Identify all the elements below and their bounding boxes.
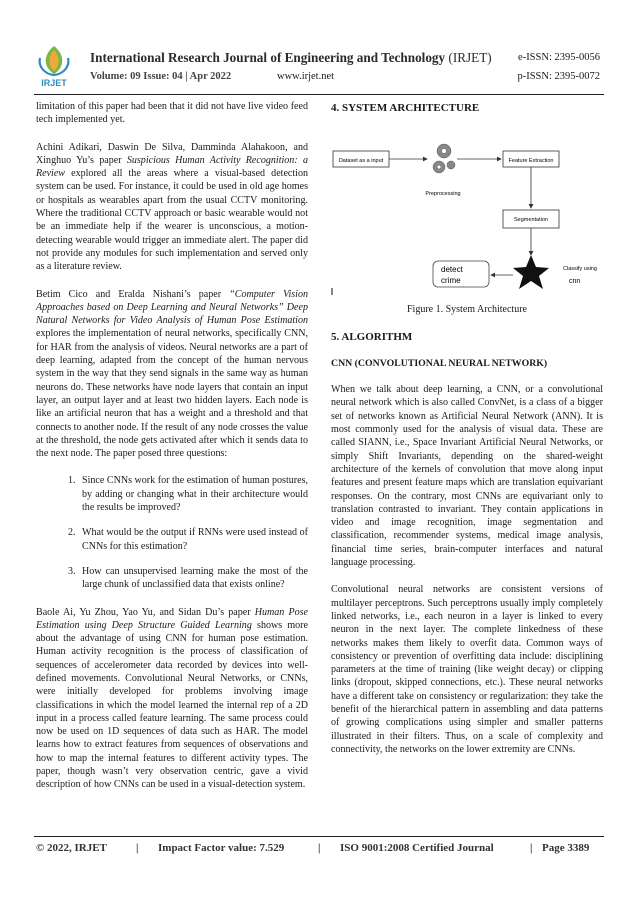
paragraph: Achini Adikari, Daswin De Silva, Damminda Alahakoon, and Xinghuo Yu’s paper Suspicious Human Activity Recognition: a Review explored all the areas where a visual-based detection system can be used. For instance, it could be used in old age homes or hospitals as wearables apart from the usual CCTV monitoring. Where the traditional CCTV approach or basic wearable would not be an immediate help if the wearer is unconscious, a motion-detecting wearable would trigger an immediate alert. The paper did not provide any modules for such implementation and served only as a literature review. bbox=[36, 141, 308, 273]
impact-factor: Impact Factor value: 7.529 bbox=[158, 842, 285, 854]
journal-website: www.irjet.net bbox=[277, 71, 335, 82]
paper-title: “Computer Vision Approaches based on Deep Learning and Neural Networks” Deep Natural Networks for Video Analysis of Human Pose Estimation bbox=[36, 288, 309, 327]
paragraph: Baole Ai, Yu Zhou, Yao Yu, and Sidan Du’s paper Human Pose Estimation using Deep Structure Guided Learning shows more about the advantage of using CNN for human pose estimation. Human activity recognition is the process of classification of sequences of accelerometer data recorded by devices into well-defined movements. Convolutional Neural Networks, or CNNs, were initially developed for problems involving image classifications in which the model learned the internal rep of a 2D input in a process called feature learning. The same process could now be used on 1D sequences of data such as HAR. The model learns how to extract features from sequences of observations and how to map the internal features to different activity types. The paper, though wasn’t very observation centric, gave a vivid description of how CNNs can be used in a visual-detection system. bbox=[36, 606, 308, 791]
paragraph: Convolutional neural networks are consistent versions of multilayer perceptrons. Such perceptrons usually imply completely linked networks, i.e., each neuron in a layer is linked to every neuron in the next layer. The complete linkedness of these networks makes them likely to overfit data. Common ways of consistency or prevention of overfitting data include: disciplining parameters at the time of training (like weight decay) or clipping links (dropout, skipped connections, etc.). These neural networks have a different take on consistency or regularization: they take the benefit of the hierarchical pattern in assembling and data patterns of growing complications using simpler and smaller patterns illustrated in their filters. Thus, on a scale of complexity and connectivity, the networks on the lower extremity are CNNs. bbox=[331, 584, 603, 755]
paper-title: Human Pose Estimation using Deep Structure Guided Learning bbox=[36, 606, 308, 631]
subsection-heading: CNN (CONVOLUTIONAL NEURAL NETWORK) bbox=[331, 357, 548, 369]
footer-separator: | bbox=[318, 842, 321, 854]
irjet-logo-icon bbox=[34, 44, 74, 88]
gear-icon bbox=[433, 144, 455, 173]
feature-extraction-label: Feature Extraction bbox=[508, 158, 554, 165]
figure-caption: Figure 1. System Architecture bbox=[407, 304, 527, 316]
list-item: 3. How can unsupervised learning make the most of the large chunk of unclassified data that exists online? bbox=[78, 565, 308, 592]
journal-title: International Research Journal of Engineering and Technology (IRJET) bbox=[90, 50, 492, 65]
paragraph: Betim Cico and Eralda Nishani’s paper “Computer Vision Approaches based on Deep Learning and Neural Networks” Deep Natural Networks for Video Analysis of Human Pose Estimation explores the implementation of neural networks, specifically CNN, for HAR from the analysis of videos. Neural networks are a part of deep learning, adapted from the concept of the human nervous system in the way that they send signals in the same way as human neurons do. These networks have node layers that contain an input layer, an output layer and at least two hidden layers. Each node is like an artificial neuron that has a weight and a threshold and that connects to another node. If the result of any node crosses the value at the threshold, the node gets activated after which it sends data to the next node. The paper posed three questions: bbox=[36, 288, 309, 460]
question-list bbox=[36, 474, 308, 591]
list-item: 2. What would be the output if RNNs were used instead of CNNs for this estimation? bbox=[78, 526, 308, 553]
svg-text:IRJET: IRJET bbox=[41, 78, 67, 88]
segmentation-label: Segmentation bbox=[514, 217, 548, 224]
section-heading: 5. ALGORITHM bbox=[331, 330, 413, 343]
detect-label: detect bbox=[441, 265, 463, 275]
paragraph: limitation of this paper had been that it did not have live video feed tech implemented yet. bbox=[36, 101, 308, 126]
paragraph: When we talk about deep learning, a CNN, or a convolutional neural network which is also called ConvNet, is a class of a bigger set of networks known as Artificial Neural Network (ANN). It is most commonly used for the analysis of visual data. These are called SIANN, i.e., Space Invariant Artificial Neural Networks, or simply Shift Invariants, depending on the shared-weight architecture of the kernels of convolution that move along input features and present feature maps which are translation equivariant responses. On the contrary, most CNNs are equivariant only to translation contrasted to invariant. They contain applications in video and image recognition, image segmentation and classification, recommender systems, medical image analysis, financial time series, brain-computer interfaces and natural language processing. bbox=[331, 384, 603, 569]
page-number: Page 3389 bbox=[542, 842, 590, 854]
classify-label: Classify using bbox=[563, 266, 597, 273]
journal-header bbox=[34, 42, 604, 92]
crime-label: crime bbox=[441, 276, 461, 286]
header-divider bbox=[34, 94, 604, 95]
iso-certification: ISO 9001:2008 Certified Journal bbox=[340, 842, 494, 854]
footer-separator: | bbox=[136, 842, 139, 854]
list-item: 1. Since CNNs work for the estimation of human postures, by adding or changing what in their architecture would the results be improved? bbox=[78, 474, 308, 514]
footer-divider bbox=[34, 836, 604, 837]
system-architecture-diagram bbox=[331, 123, 603, 299]
dataset-label: Dataset as a input bbox=[338, 158, 384, 165]
section-heading: 4. SYSTEM ARCHITECTURE bbox=[331, 102, 480, 114]
copyright: © 2022, IRJET bbox=[36, 842, 107, 854]
pissn: p-ISSN: 2395-0072 bbox=[517, 71, 600, 82]
classifier-star-icon bbox=[513, 255, 549, 289]
paper-title: Suspicious Human Activity Recognition: a Review bbox=[36, 154, 308, 180]
volume-issue: Volume: 09 Issue: 04 | Apr 2022 bbox=[90, 71, 232, 82]
cnn-label: cnn bbox=[569, 278, 581, 286]
right-column bbox=[331, 100, 603, 770]
preprocessing-label: Preprocessing bbox=[425, 191, 461, 198]
eissn: e-ISSN: 2395-0056 bbox=[518, 52, 600, 63]
footer-separator: | bbox=[530, 842, 533, 854]
left-column bbox=[36, 100, 308, 806]
